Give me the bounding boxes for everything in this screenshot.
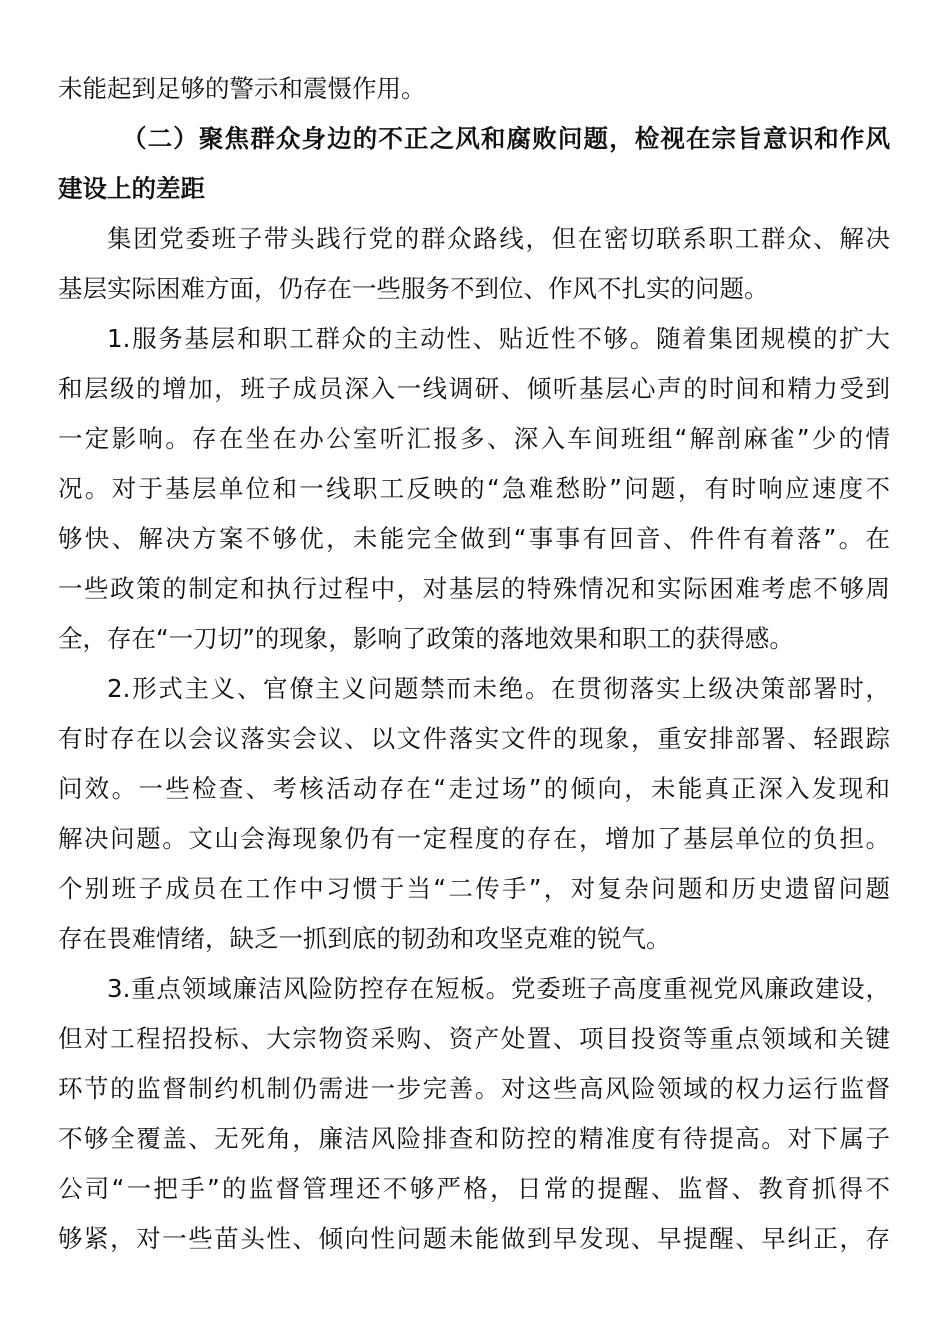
- section-heading: （二）聚焦群众身边的不正之风和腐败问题，检视在宗旨意识和作风: [122, 124, 890, 153]
- paragraph-line: 一些政策的制定和执行过程中，对基层的特殊情况和实际困难考虑不够周: [58, 574, 890, 603]
- paragraph-line: 解决问题。文山会海现象仍有一定程度的存在，增加了基层单位的负担。: [58, 824, 890, 853]
- paragraph-line: 但对工程招投标、大宗物资采购、资产处置、项目投资等重点领域和关键: [58, 1024, 890, 1053]
- paragraph-line: 2.形式主义、官僚主义问题禁而未绝。在贯彻落实上级决策部署时，: [107, 674, 890, 703]
- section-heading-cont: 建设上的差距: [58, 174, 205, 203]
- paragraph-line: 基层实际困难方面，仍存在一些服务不到位、作风不扎实的问题。: [58, 274, 769, 303]
- paragraph-line: 1.服务基层和职工群众的主动性、贴近性不够。随着集团规模的扩大: [107, 324, 890, 353]
- paragraph-line: 有时存在以会议落实会议、以文件落实文件的现象，重安排部署、轻跟踪: [58, 724, 890, 753]
- paragraph-line: 3.重点领域廉洁风险防控存在短板。党委班子高度重视党风廉政建设，: [107, 974, 890, 1003]
- paragraph-line: 环节的监督制约机制仍需进一步完善。对这些高风险领域的权力运行监督: [58, 1074, 890, 1103]
- paragraph-line: 问效。一些检查、考核活动存在“走过场”的倾向，未能真正深入发现和: [58, 774, 890, 803]
- text-line: 未能起到足够的警示和震慑作用。: [58, 74, 426, 103]
- document-body: [58, 64, 890, 1264]
- paragraph-line: 公司“一把手”的监督管理还不够严格，日常的提醒、监督、教育抓得不: [58, 1174, 890, 1203]
- paragraph-line: 一定影响。存在坐在办公室听汇报多、深入车间班组“解剖麻雀”少的情: [58, 424, 890, 453]
- paragraph-line: 和层级的增加，班子成员深入一线调研、倾听基层心声的时间和精力受到: [58, 374, 890, 403]
- paragraph-line: 集团党委班子带头践行党的群众路线，但在密切联系职工群众、解决: [107, 224, 890, 253]
- paragraph-line: 个别班子成员在工作中习惯于当“二传手”，对复杂问题和历史遗留问题: [58, 874, 890, 903]
- paragraph-line: 存在畏难情绪，缺乏一抓到底的韧劲和攻坚克难的锐气。: [58, 924, 671, 953]
- paragraph-line: 全，存在“一刀切”的现象，影响了政策的落地效果和职工的获得感。: [58, 624, 794, 653]
- paragraph-line: 够快、解决方案不够优，未能完全做到“事事有回音、件件有着落”。在: [58, 524, 890, 553]
- paragraph-line: 够紧，对一些苗头性、倾向性问题未能做到早发现、早提醒、早纠正，存: [58, 1224, 890, 1253]
- paragraph-line: 况。对于基层单位和一线职工反映的“急难愁盼”问题，有时响应速度不: [58, 474, 890, 503]
- paragraph-line: 不够全覆盖、无死角，廉洁风险排查和防控的精准度有待提高。对下属子: [58, 1124, 890, 1153]
